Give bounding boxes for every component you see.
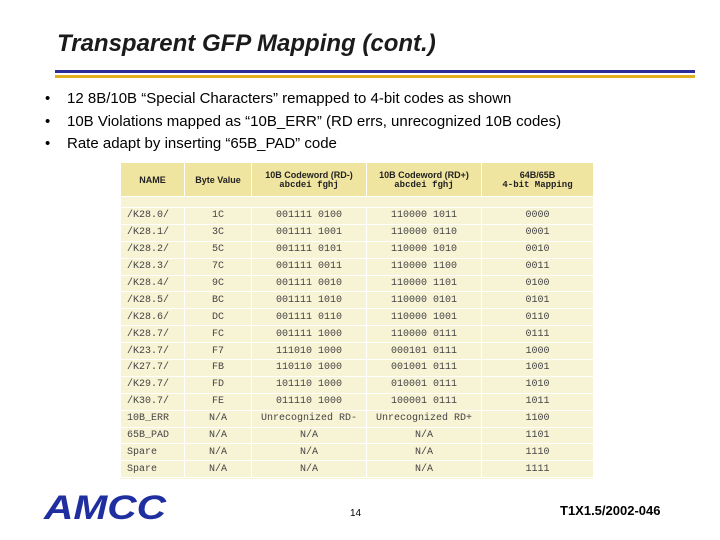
cell-byte-value: 1C: [185, 208, 252, 225]
cell-4bit-mapping: 0000: [482, 208, 594, 225]
cell-byte-value: N/A: [185, 427, 252, 444]
bullet-text: 10B Violations mapped as “10B_ERR” (RD errs, unrecognized 10B codes): [67, 112, 562, 130]
cell-rd-plus: Unrecognized RD+: [367, 410, 482, 427]
cell-rd-minus: N/A: [252, 461, 367, 478]
cell-rd-minus: 001111 0011: [252, 258, 367, 275]
column-header-4bit-mapping: 64B/65B 4-bit Mapping: [482, 163, 594, 197]
bullet-text: 12 8B/10B “Special Characters” remapped to 4-bit codes as shown: [67, 90, 512, 107]
table-row: [121, 393, 594, 410]
table-row: [121, 376, 594, 393]
cell-4bit-mapping: 1011: [482, 393, 594, 410]
cell-name: /K28.1/: [121, 224, 185, 241]
table-row: [121, 326, 594, 343]
cell-byte-value: FB: [185, 360, 252, 377]
column-header-rd-minus: 10B Codeword (RD-) abcdei fghj: [252, 163, 367, 197]
code-mapping-table: [120, 162, 594, 478]
table-row: [121, 360, 594, 377]
cell-byte-value: 5C: [185, 241, 252, 258]
bullet-list: [45, 88, 561, 156]
page-number: 14: [350, 508, 362, 519]
amcc-logo: [42, 488, 170, 524]
cell-rd-minus: 111010 1000: [252, 343, 367, 360]
cell-4bit-mapping: 1100: [482, 410, 594, 427]
cell-rd-plus: 110000 1100: [367, 258, 482, 275]
table-row: [121, 208, 594, 225]
cell-name: 65B_PAD: [121, 427, 185, 444]
cell-byte-value: F7: [185, 343, 252, 360]
cell-byte-value: N/A: [185, 444, 252, 461]
slide-title: Transparent GFP Mapping (cont.): [57, 30, 436, 57]
cell-rd-plus: 001001 0111: [367, 360, 482, 377]
cell-name: Spare: [121, 461, 185, 478]
table-row: [121, 427, 594, 444]
column-header-byte-value: Byte Value: [185, 163, 252, 197]
cell-name: /K28.5/: [121, 292, 185, 309]
title-rule-gold: [55, 75, 695, 78]
cell-name: /K28.7/: [121, 326, 185, 343]
cell-4bit-mapping: 1010: [482, 376, 594, 393]
cell-rd-minus: 101110 1000: [252, 376, 367, 393]
cell-name: /K23.7/: [121, 343, 185, 360]
column-header-name: NAME: [121, 163, 185, 197]
bullet-glyph: •: [45, 135, 51, 152]
cell-rd-minus: N/A: [252, 427, 367, 444]
cell-byte-value: 9C: [185, 275, 252, 292]
cell-rd-minus: 011110 1000: [252, 393, 367, 410]
cell-4bit-mapping: 1110: [482, 444, 594, 461]
cell-name: /K28.2/: [121, 241, 185, 258]
cell-rd-minus: 001111 1001: [252, 224, 367, 241]
table-header-row: [121, 163, 594, 197]
table-row: [121, 309, 594, 326]
bullet-text: Rate adapt by inserting “65B_PAD” code: [67, 135, 337, 152]
cell-rd-minus: 001111 0110: [252, 309, 367, 326]
cell-rd-minus: 001111 0101: [252, 241, 367, 258]
cell-name: /K27.7/: [121, 360, 185, 377]
cell-rd-plus: 110000 1010: [367, 241, 482, 258]
bullet-item: [45, 133, 561, 156]
cell-rd-minus: 110110 1000: [252, 360, 367, 377]
column-header-rd-plus: 10B Codeword (RD+) abcdei fghj: [367, 163, 482, 197]
cell-byte-value: N/A: [185, 461, 252, 478]
cell-rd-minus: N/A: [252, 444, 367, 461]
cell-byte-value: DC: [185, 309, 252, 326]
cell-rd-plus: 110000 1011: [367, 208, 482, 225]
table-spacer-row: [121, 197, 594, 208]
cell-byte-value: FD: [185, 376, 252, 393]
cell-rd-plus: N/A: [367, 461, 482, 478]
cell-4bit-mapping: 0110: [482, 309, 594, 326]
cell-rd-minus: 001111 1000: [252, 326, 367, 343]
cell-byte-value: BC: [185, 292, 252, 309]
table-row: [121, 410, 594, 427]
cell-rd-plus: 110000 0110: [367, 224, 482, 241]
table-row: [121, 292, 594, 309]
cell-byte-value: FC: [185, 326, 252, 343]
cell-rd-plus: N/A: [367, 427, 482, 444]
table-row: [121, 241, 594, 258]
cell-4bit-mapping: 1000: [482, 343, 594, 360]
table-row: [121, 461, 594, 478]
bullet-glyph: •: [45, 90, 51, 107]
cell-rd-plus: 110000 0111: [367, 326, 482, 343]
table-body: [121, 197, 594, 478]
cell-4bit-mapping: 0111: [482, 326, 594, 343]
cell-4bit-mapping: 0001: [482, 224, 594, 241]
cell-name: /K28.6/: [121, 309, 185, 326]
cell-rd-minus: 001111 1010: [252, 292, 367, 309]
cell-4bit-mapping: 0011: [482, 258, 594, 275]
cell-rd-plus: 010001 0111: [367, 376, 482, 393]
cell-name: /K30.7/: [121, 393, 185, 410]
logo-text: AMCC: [42, 489, 167, 524]
document-id: T1X1.5/2002-046: [560, 503, 661, 518]
cell-name: /K28.0/: [121, 208, 185, 225]
table-row: [121, 224, 594, 241]
cell-rd-plus: 000101 0111: [367, 343, 482, 360]
table-row: [121, 343, 594, 360]
cell-byte-value: FE: [185, 393, 252, 410]
cell-name: /K29.7/: [121, 376, 185, 393]
cell-rd-minus: Unrecognized RD-: [252, 410, 367, 427]
code-mapping-table-image: [120, 162, 593, 479]
cell-4bit-mapping: 1101: [482, 427, 594, 444]
cell-4bit-mapping: 0010: [482, 241, 594, 258]
cell-name: /K28.4/: [121, 275, 185, 292]
cell-4bit-mapping: 0101: [482, 292, 594, 309]
cell-4bit-mapping: 0100: [482, 275, 594, 292]
cell-name: Spare: [121, 444, 185, 461]
bullet-item: [45, 111, 561, 134]
cell-rd-plus: N/A: [367, 444, 482, 461]
cell-byte-value: 7C: [185, 258, 252, 275]
table-row: [121, 258, 594, 275]
cell-byte-value: 3C: [185, 224, 252, 241]
cell-rd-plus: 110000 1101: [367, 275, 482, 292]
cell-byte-value: N/A: [185, 410, 252, 427]
cell-rd-minus: 001111 0100: [252, 208, 367, 225]
cell-name: /K28.3/: [121, 258, 185, 275]
cell-rd-plus: 110000 0101: [367, 292, 482, 309]
cell-rd-plus: 100001 0111: [367, 393, 482, 410]
bullet-item: [45, 88, 561, 111]
title-rule-blue: [55, 70, 695, 73]
cell-4bit-mapping: 1111: [482, 461, 594, 478]
table-row: [121, 444, 594, 461]
bullet-glyph: •: [45, 112, 51, 130]
cell-rd-minus: 001111 0010: [252, 275, 367, 292]
cell-rd-plus: 110000 1001: [367, 309, 482, 326]
cell-4bit-mapping: 1001: [482, 360, 594, 377]
cell-name: 10B_ERR: [121, 410, 185, 427]
table-row: [121, 275, 594, 292]
